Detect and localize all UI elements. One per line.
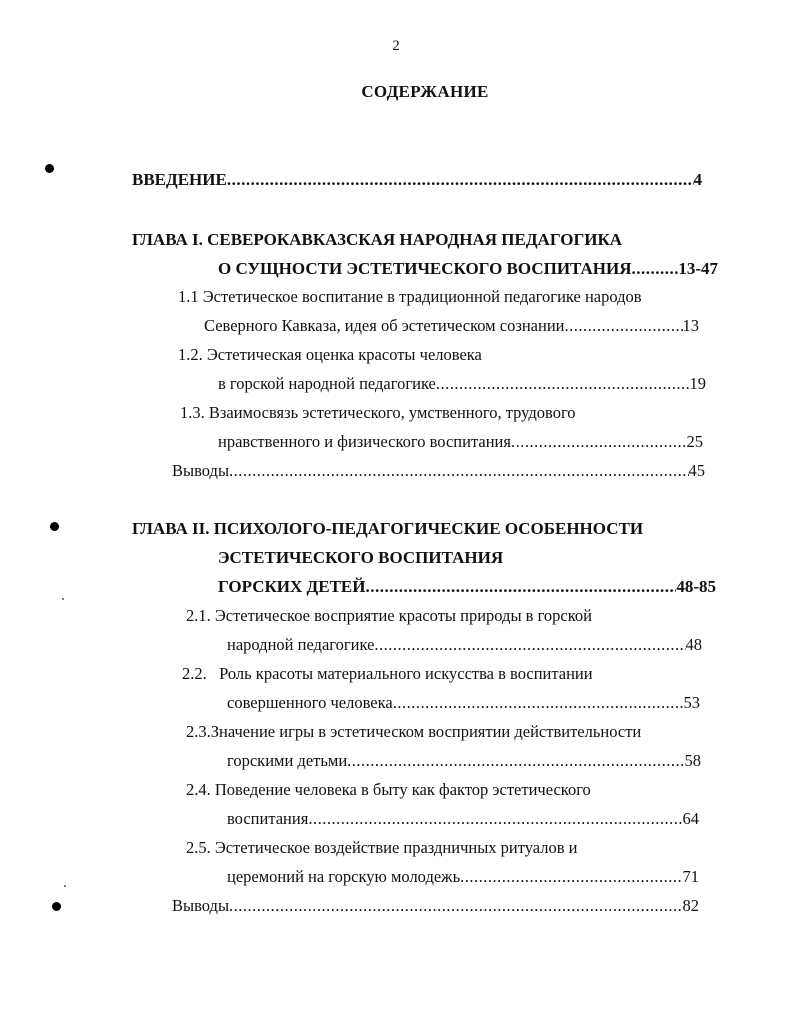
toc-page-number: 13 xyxy=(682,316,699,335)
leader-dots xyxy=(229,460,688,482)
toc-section-2-2[interactable]: 2.2. Роль красоты материального искусства в воспитании xyxy=(182,664,593,683)
toc-entry-label: церемоний на горскую молодежь xyxy=(227,867,461,886)
leader-dots xyxy=(632,258,679,280)
leader-dots xyxy=(308,808,682,830)
toc-page-number: 82 xyxy=(682,896,699,915)
toc-section-2-4[interactable]: 2.4. Поведение человека в быту как фактор эстетического xyxy=(186,780,591,799)
toc-conclusion-2[interactable] xyxy=(172,895,699,917)
leader-dots xyxy=(366,576,677,598)
toc-entry-label: ГОРСКИХ ДЕТЕЙ xyxy=(218,577,366,596)
toc-page-number: 13-47 xyxy=(678,259,718,278)
toc-page-number: 4 xyxy=(693,170,702,189)
toc-entry-label: воспитания xyxy=(227,809,309,828)
leader-dots xyxy=(347,750,684,772)
page-number: 2 xyxy=(392,38,400,54)
toc-entry-label: ВВЕДЕНИЕ xyxy=(132,170,227,189)
toc-entry-label: О СУЩНОСТИ ЭСТЕТИЧЕСКОГО ВОСПИТАНИЯ xyxy=(218,259,632,278)
toc-conclusion-1[interactable] xyxy=(172,460,705,482)
leader-dots xyxy=(436,373,690,395)
toc-entry-label: нравственного и физического воспитания xyxy=(218,432,511,451)
toc-page-number: 19 xyxy=(689,374,706,393)
leader-dots xyxy=(393,692,684,714)
toc-section-2-5-continued[interactable] xyxy=(227,866,699,888)
toc-section-1-1-continued[interactable] xyxy=(204,315,699,337)
toc-entry-label: Северного Кавказа, идея об эстетическом сознании xyxy=(204,316,565,335)
toc-entry-label: в горской народной педагогике xyxy=(218,374,436,393)
leader-dots xyxy=(460,866,682,888)
leader-dots xyxy=(564,315,682,337)
toc-page-number: 25 xyxy=(686,432,703,451)
toc-page-number: 45 xyxy=(688,461,705,480)
toc-section-1-3-continued[interactable] xyxy=(218,431,703,453)
toc-page-number: 48-85 xyxy=(676,577,716,596)
toc-entry-label: Выводы xyxy=(172,461,230,480)
toc-section-1-2[interactable]: 1.2. Эстетическая оценка красоты человека xyxy=(178,345,482,364)
leader-dots xyxy=(229,895,682,917)
margin-bullet xyxy=(45,164,54,173)
toc-section-2-3[interactable]: 2.3.Значение игры в эстетическом восприятии действительности xyxy=(186,722,642,741)
chapter-2-title-final[interactable] xyxy=(218,576,716,598)
chapter-1-title-continued[interactable] xyxy=(218,258,718,280)
toc-entry-label: Выводы xyxy=(172,896,230,915)
toc-section-2-5[interactable]: 2.5. Эстетическое воздействие праздничных ритуалов и xyxy=(186,838,578,857)
scan-speck xyxy=(62,598,64,600)
chapter-1-title[interactable]: ГЛАВА I. СЕВЕРОКАВКАЗСКАЯ НАРОДНАЯ ПЕДАГОГИКА xyxy=(132,230,623,249)
toc-section-1-1[interactable]: 1.1 Эстетическое воспитание в традиционной педагогике народов xyxy=(178,287,642,306)
leader-dots xyxy=(374,634,685,656)
toc-page-number: 64 xyxy=(682,809,699,828)
toc-entry-introduction[interactable] xyxy=(132,169,702,191)
toc-section-2-3-continued[interactable] xyxy=(227,750,701,772)
toc-section-2-4-continued[interactable] xyxy=(227,808,699,830)
margin-bullet xyxy=(52,902,61,911)
page-title: СОДЕРЖАНИЕ xyxy=(361,82,489,101)
chapter-2-title-continued[interactable]: ЭСТЕТИЧЕСКОГО ВОСПИТАНИЯ xyxy=(218,548,504,567)
leader-dots xyxy=(227,169,694,191)
toc-section-1-2-continued[interactable] xyxy=(218,373,706,395)
toc-section-1-3[interactable]: 1.3. Взаимосвязь эстетического, умственного, трудового xyxy=(180,403,576,422)
leader-dots xyxy=(511,431,687,453)
toc-entry-label: народной педагогике xyxy=(227,635,375,654)
toc-page-number: 48 xyxy=(685,635,702,654)
chapter-2-title[interactable]: ГЛАВА II. ПСИХОЛОГО-ПЕДАГОГИЧЕСКИЕ ОСОБЕННОСТИ xyxy=(132,519,644,538)
scan-speck xyxy=(64,885,66,887)
toc-page-number: 53 xyxy=(683,693,700,712)
toc-section-2-1-continued[interactable] xyxy=(227,634,702,656)
toc-page-number: 71 xyxy=(682,867,699,886)
toc-entry-label: горскими детьми xyxy=(227,751,348,770)
toc-section-2-1[interactable]: 2.1. Эстетическое восприятие красоты природы в горской xyxy=(186,606,593,625)
margin-bullet xyxy=(50,522,59,531)
toc-section-2-2-continued[interactable] xyxy=(227,692,700,714)
toc-entry-label: совершенного человека xyxy=(227,693,393,712)
toc-page-number: 58 xyxy=(684,751,701,770)
